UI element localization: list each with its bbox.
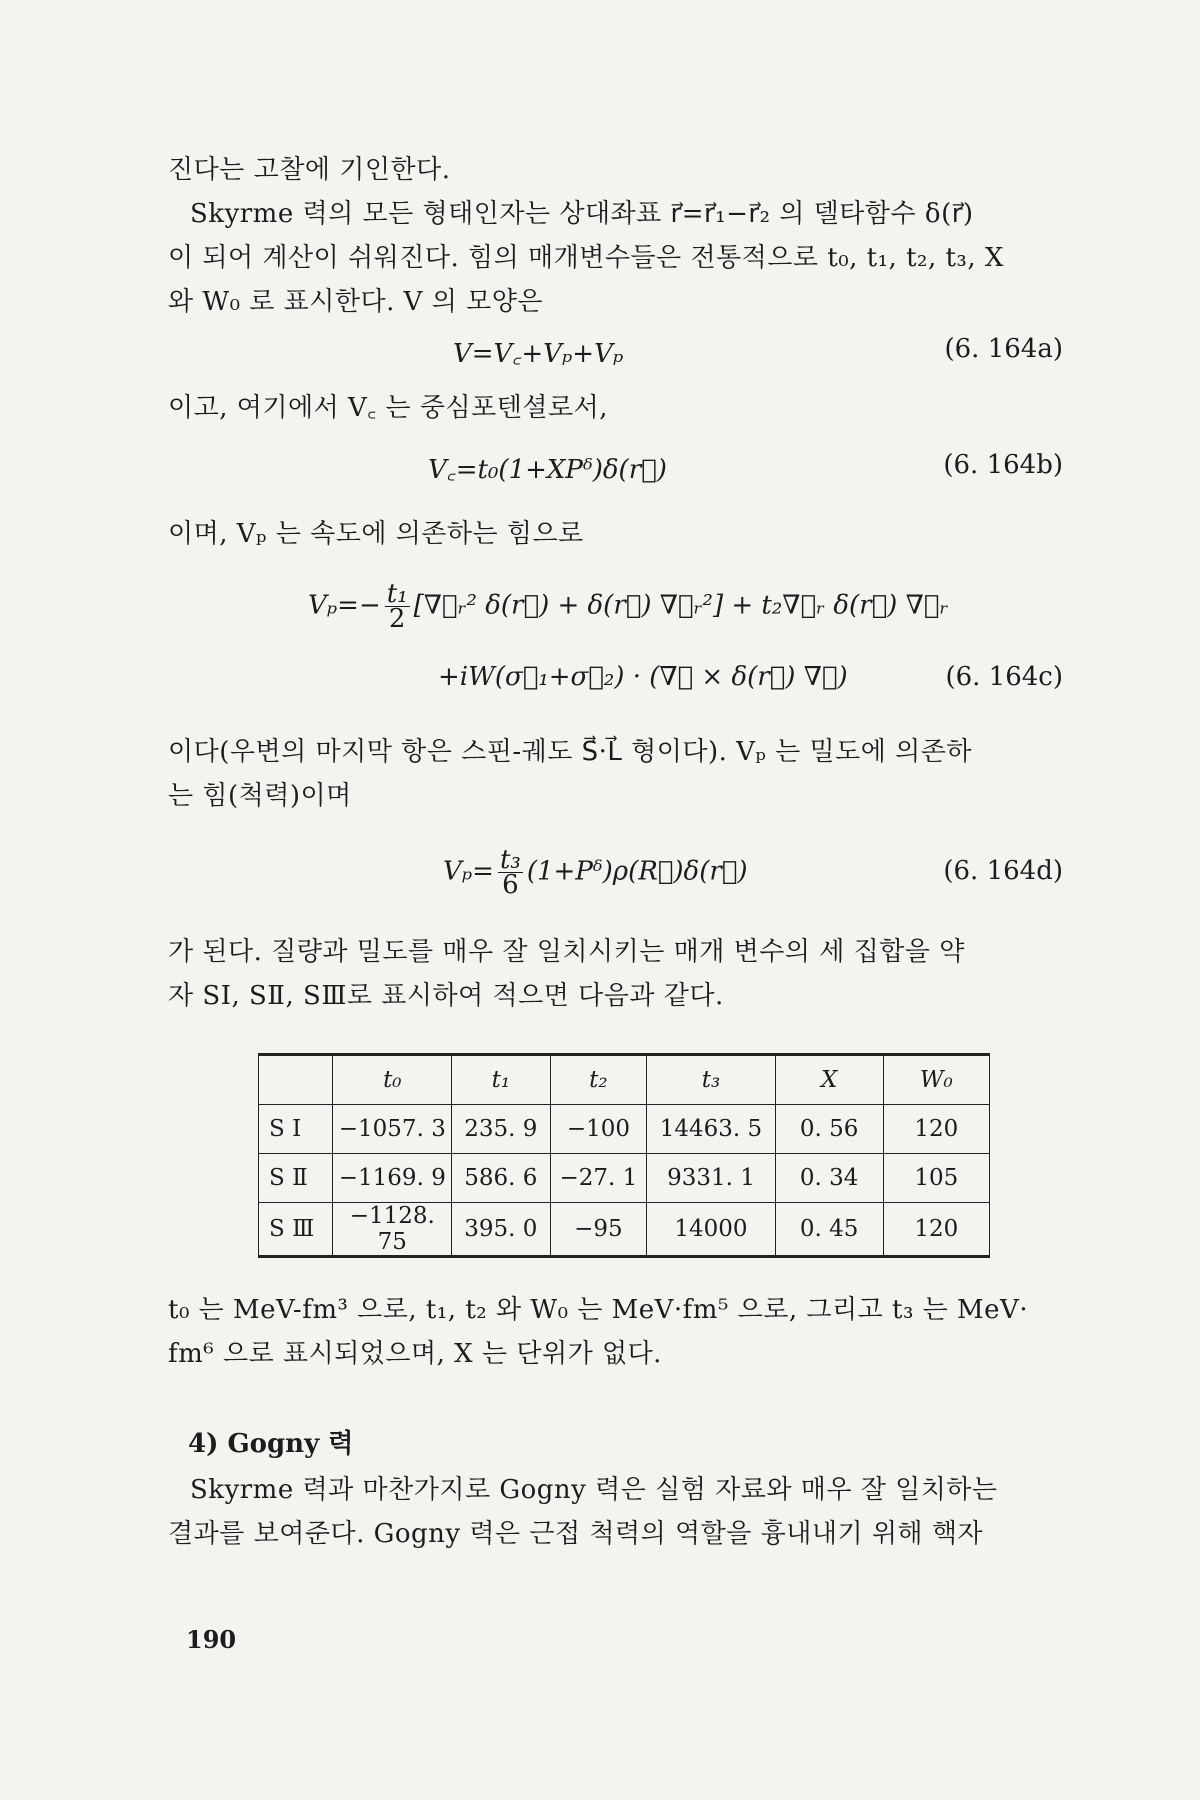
equation-number: (6. 164b) — [943, 450, 1063, 480]
table-header-cell — [259, 1055, 333, 1105]
table-header-row — [259, 1055, 990, 1105]
fraction-numerator: t₃ — [499, 845, 521, 875]
equation-164d — [168, 845, 1063, 904]
text-line: fm⁶ 으로 표시되었으며, X 는 단위가 없다. — [168, 1339, 662, 1369]
equation-formula: V=V꜀+Vₚ+Vₚ — [453, 339, 624, 369]
table-cell: 14000 — [647, 1203, 775, 1257]
table-cell: 0. 34 — [775, 1154, 883, 1203]
table-header-cell: X — [775, 1055, 883, 1105]
paragraph-units — [168, 1288, 1063, 1376]
text-line: t₀ 는 MeV-fm³ 으로, t₁, t₂ 와 W₀ 는 MeV·fm⁵ 으로, 그리고 t₃ 는 MeV· — [168, 1295, 1029, 1325]
section-heading: 4) Gogny 력 — [188, 1429, 354, 1459]
equation-lhs: Vₚ= — [443, 856, 494, 887]
equation-number: (6. 164a) — [944, 334, 1063, 364]
text-line: 는 힘(척력)이며 — [168, 781, 352, 811]
text-line: 자 SⅠ, SⅡ, SⅢ로 표시하여 적으면 다음과 같다. — [168, 981, 724, 1011]
equation-164c-line1 — [168, 579, 1063, 638]
equation-rhs: [∇⃗ᵣ² δ(r⃗) + δ(r⃗) ∇⃗ᵣ²] + t₂∇⃗ᵣ δ(r⃗) ∇⃗ᵣ — [413, 590, 949, 621]
table-header-cell: t₀ — [333, 1055, 452, 1105]
paragraph-spin-orbit — [168, 730, 1063, 818]
table-cell: −95 — [550, 1203, 647, 1257]
text-line: 이고, 여기에서 V꜀ 는 중심포텐셜로서, — [168, 393, 608, 423]
equation-number: (6. 164d) — [943, 856, 1063, 886]
text-line: 와 W₀ 로 표시한다. V 의 모양은 — [168, 287, 543, 317]
text-line: 이며, Vₚ 는 속도에 의존하는 힘으로 — [168, 519, 584, 549]
table-cell: 0. 56 — [775, 1105, 883, 1154]
fraction-denominator: 6 — [502, 870, 519, 900]
table-row — [259, 1154, 990, 1203]
fraction — [498, 845, 523, 900]
text-line: 이 되어 계산이 쉬워진다. 힘의 매개변수들은 전통적으로 t₀, t₁, t₂, t₃, X — [168, 243, 1004, 273]
table-cell: 586. 6 — [452, 1154, 550, 1203]
table-cell: S Ⅱ — [259, 1154, 333, 1203]
paragraph-velocity — [168, 512, 1063, 556]
table-header-cell: t₂ — [550, 1055, 647, 1105]
text-line: Skyrme 력과 마찬가지로 Gogny 력은 실험 자료와 매우 잘 일치하는 — [190, 1475, 998, 1505]
fraction-denominator: 2 — [388, 604, 406, 634]
table-cell: S Ⅰ — [259, 1105, 333, 1154]
equation-formula: +iW(σ⃗₁+σ⃗₂) · (∇⃗ × δ(r⃗) ∇⃗) — [438, 662, 848, 692]
text-line: 이다(우변의 마지막 항은 스핀-궤도 S⃗·L⃗ 형이다). Vₚ 는 밀도에 의존하 — [168, 737, 972, 767]
text-line: 결과를 보여준다. Gogny 력은 근접 척력의 역할을 흉내내기 위해 핵자 — [168, 1519, 984, 1549]
text-line: 진다는 고찰에 기인한다. — [168, 155, 451, 185]
text-line: Skyrme 력의 모든 형태인자는 상대좌표 r⃗=r⃗₁−r⃗₂ 의 델타함수 δ(r⃗) — [190, 199, 974, 229]
table-cell: 235. 9 — [452, 1105, 550, 1154]
page-number: 190 — [186, 1625, 237, 1654]
table-header-cell: t₁ — [452, 1055, 550, 1105]
table-header-cell: t₃ — [647, 1055, 775, 1105]
parameter-table — [258, 1053, 990, 1258]
paragraph-skyrme — [168, 192, 1063, 324]
table-cell: 14463. 5 — [647, 1105, 775, 1154]
table-cell: 9331. 1 — [647, 1154, 775, 1203]
equation-number: (6. 164c) — [945, 662, 1063, 692]
table-cell: 105 — [883, 1154, 989, 1203]
fraction-numerator: t₁ — [386, 579, 408, 609]
table-cell: −27. 1 — [550, 1154, 647, 1203]
table-row — [259, 1203, 990, 1257]
table-header-cell: W₀ — [883, 1055, 989, 1105]
equation-lhs: Vₚ=− — [308, 590, 381, 621]
table-cell: 395. 0 — [452, 1203, 550, 1257]
equation-164b — [168, 450, 1063, 496]
equation-formula: V꜀=t₀(1+XPᵟ)δ(r⃗) — [428, 455, 667, 485]
table-cell: 0. 45 — [775, 1203, 883, 1257]
equation-rhs: (1+Pᵟ)ρ(R⃗)δ(r⃗) — [526, 856, 748, 887]
paragraph-central — [168, 386, 1063, 430]
table-cell: −1057. 3 — [333, 1105, 452, 1154]
equation-164c-line2 — [168, 662, 1063, 708]
table-cell: −100 — [550, 1105, 647, 1154]
text-line: 가 된다. 질량과 밀도를 매우 잘 일치시키는 매개 변수의 세 집합을 약 — [168, 937, 965, 967]
paragraph-intro — [168, 148, 1063, 192]
table-cell: S Ⅲ — [259, 1203, 333, 1257]
equation-164a — [168, 334, 1063, 380]
paragraph-gogny — [168, 1468, 1063, 1556]
paragraph-parameter-sets — [168, 930, 1063, 1018]
table-cell: 120 — [883, 1203, 989, 1257]
table-cell: −1128. 75 — [333, 1203, 452, 1257]
table-cell: −1169. 9 — [333, 1154, 452, 1203]
table-cell: 120 — [883, 1105, 989, 1154]
fraction — [385, 579, 410, 634]
table-row — [259, 1105, 990, 1154]
